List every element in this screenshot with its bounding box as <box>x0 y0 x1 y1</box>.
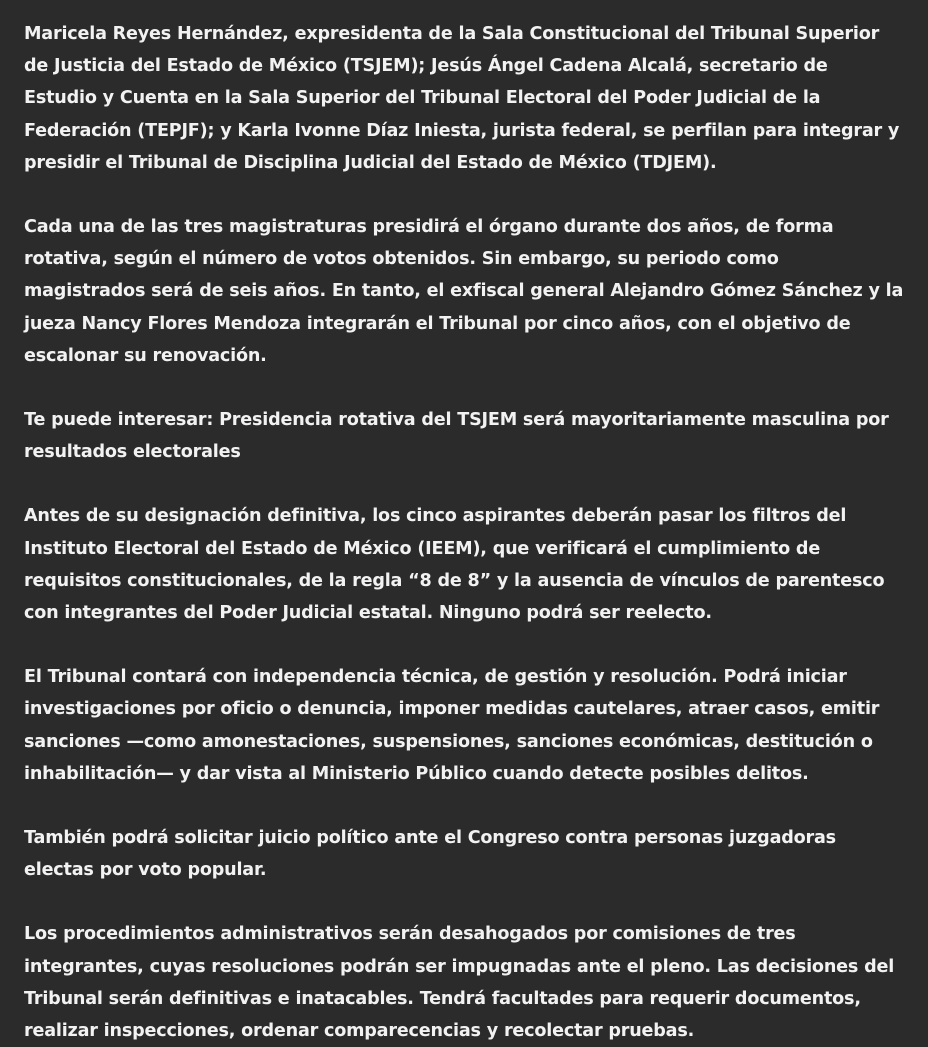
paragraph-ieem-filters: Antes de su designación definitiva, los cinco aspirantes deberán pasar los filtros del Instituto Electoral del Estado de México (IEEM), que verificará el cumplimiento de requisitos constitucionales, de la regla “8 de 8” y la ausencia de vínculos de parentesco con integrantes del Poder Judicial estatal. Ninguno podrá ser reelecto. <box>24 506 885 624</box>
paragraph-nominees: Maricela Reyes Hernández, expresidenta de la Sala Constitucional del Tribunal Superior de Justicia del Estado de México (TSJEM); Jesús Ángel Cadena Alcalá, secretario de Estudio y Cuenta en la Sala Superior del Tribunal Electoral del Poder Judicial de la Federación (TEPJF); y Karla Ivonne Díaz Iniesta, jurista federal, se perfilan para integrar y presidir el Tribunal de Disciplina Judicial del Estado de México (TDJEM). <box>24 24 900 173</box>
paragraph-related-link: Te puede interesar: Presidencia rotativa del TSJEM será mayoritariamente masculina por resultados electorales <box>24 410 889 463</box>
paragraph-tribunal-powers: El Tribunal contará con independencia técnica, de gestión y resolución. Podrá iniciar investigaciones por oficio o denuncia, imponer medidas cautelares, atraer casos, emitir sanciones —como amonestaciones, suspensiones, sanciones económicas, destitución o inhabilitación— y dar vista al Ministerio Público cuando detecte posibles delitos. <box>24 667 880 784</box>
paragraph-rotating-presidency: Cada una de las tres magistraturas presidirá el órgano durante dos años, de forma rotativa, según el número de votos obtenidos. Sin embargo, su periodo como magistrados será de seis años. En tanto, el exfiscal general Alejandro Gómez Sánchez y la jueza Nancy Flores Mendoza integrarán el Tribunal por cinco años, con el objetivo de escalonar su renovación. <box>24 217 904 366</box>
paragraph-political-trial: También podrá solicitar juicio político ante el Congreso contra personas juzgadoras electas por voto popular. <box>24 828 836 881</box>
paragraph-procedures: Los procedimientos administrativos serán desahogados por comisiones de tres integrantes, cuyas resoluciones podrán ser impugnadas ante el pleno. Las decisiones del Tribunal serán definitivas e inatacables. Tendrá facultades para requerir documentos, realizar inspecciones, ordenar comparecencias y recolectar pruebas. <box>24 924 895 1042</box>
